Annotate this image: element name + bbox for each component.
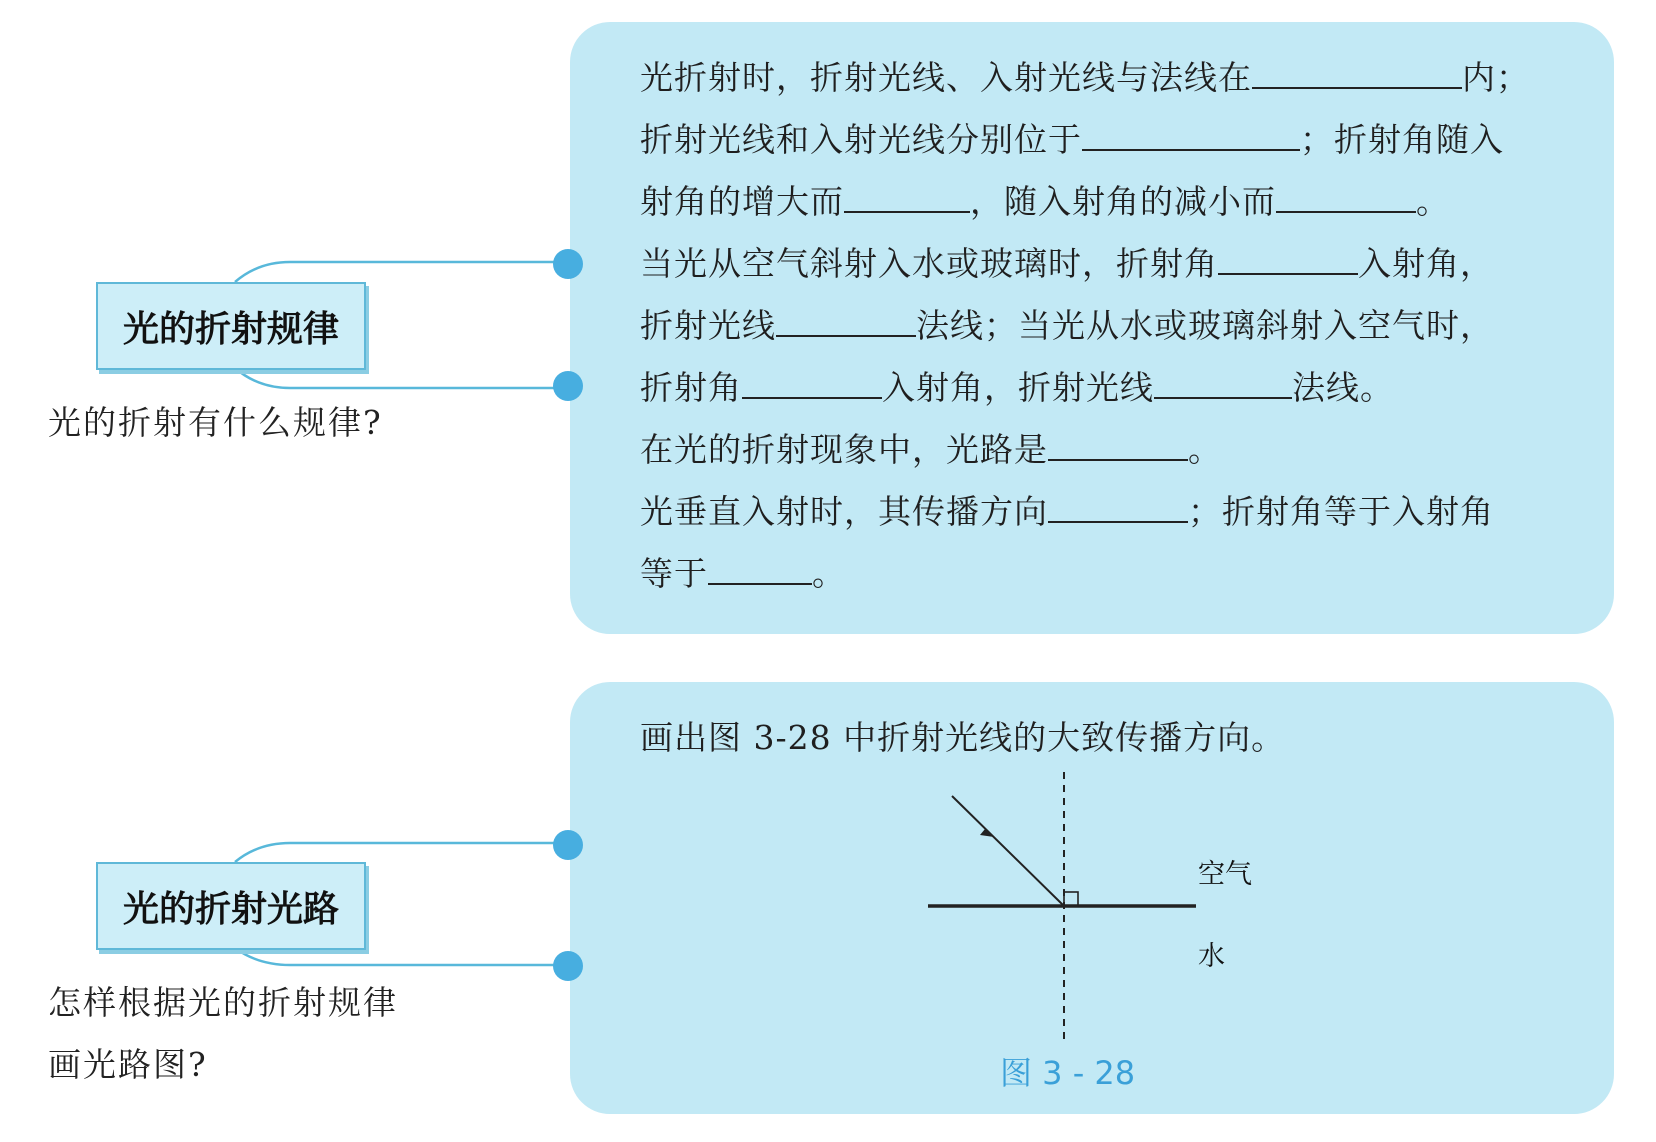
exercise-prompt: 画出图 3-28 中折射光线的大致传播方向。 [640,718,1286,757]
answer-blank[interactable] [1048,491,1188,523]
connector-topic1-upper [235,262,568,282]
topic-refraction-rules [96,282,366,370]
answer-blank[interactable] [1154,367,1292,399]
topic-title: 光的折射光路 [122,888,339,930]
water-label: 水 [1198,941,1225,972]
fill-in-line: 等于 。 [640,554,846,593]
connector-topic1-lower [235,368,568,388]
answer-blank[interactable] [1048,429,1188,461]
fill-in-line: 折射光线 法线；当光从水或玻璃斜射入空气时， [640,306,1494,345]
right-angle-marker [1064,892,1078,906]
fill-in-line: 光垂直入射时，其传播方向 ；折射角等于入射角 [640,492,1494,531]
fill-in-line: 射角的增大而 ，随入射角的减小而 。 [640,182,1450,221]
answer-blank[interactable] [1252,57,1462,89]
answer-blank[interactable] [1218,243,1358,275]
figure-caption: 图 3 - 28 [1000,1054,1136,1092]
fill-in-line: 光折射时，折射光线、入射光线与法线在 内； [640,58,1530,97]
answer-blank[interactable] [1082,119,1300,151]
answer-blank[interactable] [844,181,970,213]
refraction-diagram [920,770,1240,1070]
answer-blank[interactable] [776,305,916,337]
topic-title: 光的折射规律 [122,308,339,350]
fill-in-line: 折射光线和入射光线分别位于 ；折射角随入 [640,120,1504,159]
connector-topic2-lower [235,948,568,965]
answer-blank[interactable] [708,553,812,585]
topic-refraction-light-path [96,862,366,950]
connector-topic2-upper [235,843,568,862]
air-label: 空气 [1198,859,1252,890]
fill-in-line: 当光从空气斜射入水或玻璃时，折射角 入射角， [640,244,1494,283]
incident-ray [952,796,1064,906]
answer-blank[interactable] [1276,181,1416,213]
answer-blank[interactable] [742,367,882,399]
topic-question: 光的折射有什么规律? [48,403,383,442]
fill-in-line: 在光的折射现象中，光路是 。 [640,430,1222,469]
fill-in-line: 折射角 入射角，折射光线 法线。 [640,368,1394,407]
topic-question: 怎样根据光的折射规律画光路图? [48,983,398,1084]
